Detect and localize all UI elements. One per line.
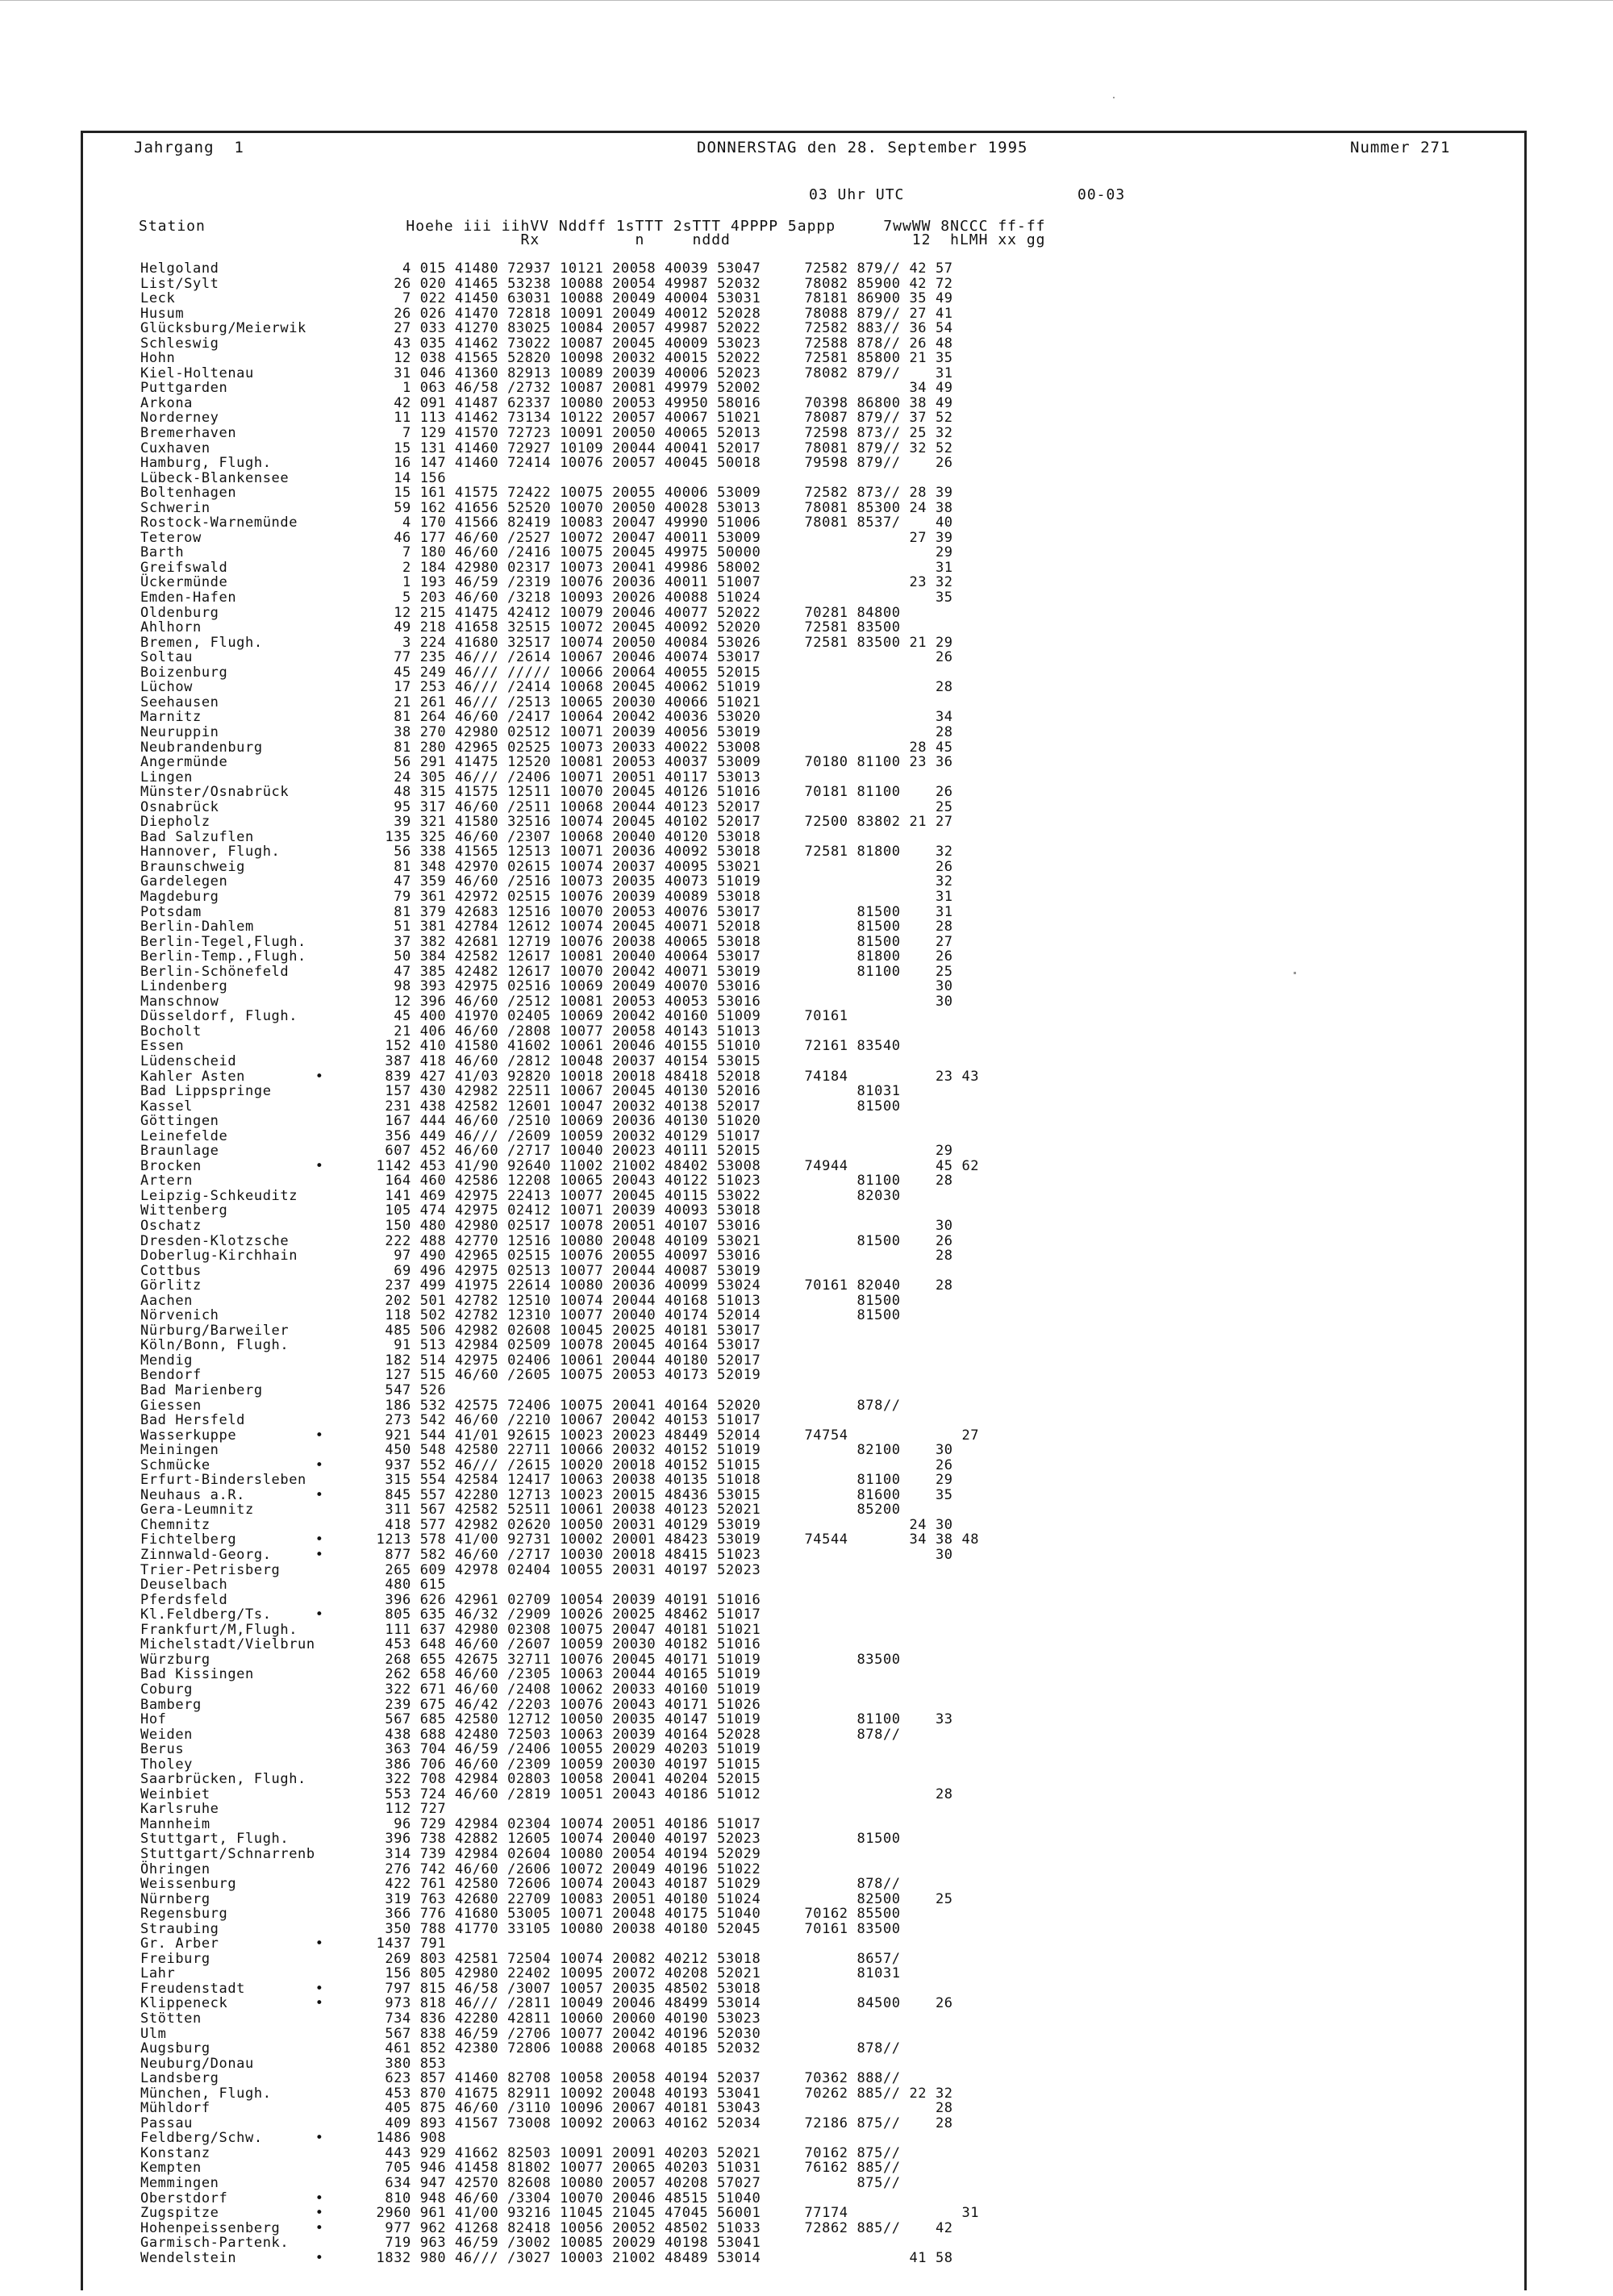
station-row: Fichtelberg • 1213 578 41/00 92731 10002 20001 48423 53019 74544 34 38 48	[140, 1531, 980, 1548]
station-row: Erfurt-Bindersleben 315 554 42584 12417 10063 20038 40135 51018 81100 29	[140, 1472, 953, 1489]
station-row: Weissenburg 422 761 42580 72606 10074 20043 40187 51029 878//	[140, 1876, 901, 1893]
station-row: Konstanz 443 929 41662 82503 10091 20091 40203 52021 70162 875//	[140, 2144, 901, 2161]
station-row: Mühldorf 405 875 46/60 /3110 10096 20067 40181 53043 28	[140, 2100, 953, 2117]
station-row: Bendorf 127 515 46/60 /2605 10075 20053 40173 52019	[140, 1367, 761, 1384]
station-row: Braunschweig 81 348 42970 02615 10074 20037 40095 53021 26	[140, 858, 953, 875]
station-row: Neuruppin 38 270 42980 02512 10071 20039 40056 53019 28	[140, 723, 953, 740]
station-row: Düsseldorf, Flugh. 45 400 41970 02405 10069 20042 40160 51009 70161	[140, 1008, 848, 1025]
station-row: Osnabrück 95 317 46/60 /2511 10068 20044 40123 52017 25	[140, 798, 953, 815]
station-row: Hannover, Flugh. 56 338 41565 12513 10071 20036 40092 53018 72581 81800 32	[140, 844, 953, 860]
station-row: Seehausen 21 261 46/// /2513 10065 20030 40066 51021	[140, 694, 761, 710]
station-row: Gera-Leumnitz 311 567 42582 52511 10061 20038 40123 52021 85200	[140, 1502, 901, 1519]
station-row: Neuhaus a.R. • 845 557 42280 12713 10023 20015 48436 53015 81600 35	[140, 1486, 953, 1503]
station-row: Lingen 24 305 46/// /2406 10071 20051 40117 53013	[140, 769, 761, 785]
station-row: Hof 567 685 42580 12712 10050 20035 40147 51019 81100 33	[140, 1711, 953, 1728]
station-row: Wendelstein • 1832 980 46/// /3027 10003 21002 48489 53014 41 58	[140, 2249, 953, 2266]
station-row: Boizenburg 45 249 46/// ///// 10066 20064 40055 52015	[140, 664, 761, 681]
station-row: Stuttgart, Flugh. 396 738 42882 12605 10074 20040 40197 52023 81500	[140, 1831, 901, 1848]
station-row: Teterow 46 177 46/60 /2527 10072 20047 40011 53009 27 39	[140, 529, 953, 546]
station-row: Lindenberg 98 393 42975 02516 10069 20049 40070 53016 30	[140, 978, 953, 995]
station-row: Cuxhaven 15 131 41460 72927 10109 20044 40041 52017 78081 879// 32 52	[140, 440, 953, 456]
station-row: Oberstdorf • 810 948 46/60 /3304 10070 20046 48515 51040	[140, 2190, 761, 2206]
station-row: Potsdam 81 379 42683 12516 10070 20053 40076 53017 81500 31	[140, 903, 953, 920]
station-row: Passau 409 893 41567 73008 10092 20063 40162 52034 72186 875// 28	[140, 2115, 953, 2131]
station-row: Ahlhorn 49 218 41658 32515 10072 20045 40092 52020 72581 83500	[140, 619, 901, 636]
station-row: Braunlage 607 452 46/60 /2717 10040 20023 40111 52015 29	[140, 1143, 953, 1160]
station-row: Pferdsfeld 396 626 42961 02709 10054 20039 40191 51016	[140, 1591, 761, 1608]
station-row: Memmingen 634 947 42570 82608 10080 20057 40208 57027 875//	[140, 2175, 901, 2191]
station-row: Leinefelde 356 449 46/// /2609 10059 20032 40129 51017	[140, 1127, 761, 1144]
station-row: Hohenpeissenberg • 977 962 41268 82418 10056 20052 48502 51033 72862 885// 42	[140, 2219, 953, 2236]
station-row: Berlin-Tegel,Flugh. 37 382 42681 12719 10076 20038 40065 53018 81500 27	[140, 933, 953, 950]
station-row: Meiningen 450 548 42580 22711 10066 20032 40152 51019 82100 30	[140, 1442, 953, 1459]
station-row: Arkona 42 091 41487 62337 10080 20053 49950 58016 70398 86800 38 49	[140, 394, 953, 411]
station-row: Schmücke • 937 552 46/// /2615 10020 20018 40152 51015 26	[140, 1456, 953, 1473]
station-row: Norderney 11 113 41462 73134 10122 20057 40067 51021 78087 879// 37 52	[140, 410, 953, 427]
station-row: Essen 152 410 41580 41602 10061 20046 40155 51010 72161 83540	[140, 1038, 901, 1055]
station-row: Nürnberg 319 763 42680 22709 10083 20051 40180 51024 82500 25	[140, 1890, 953, 1907]
station-row: Bad Marienberg 547 526	[140, 1382, 447, 1399]
column-header-row-2: Rx n nddd 12 hLMH xx gg	[139, 231, 1046, 248]
station-row: Cottbus 69 496 42975 02513 10077 20044 40087 53019	[140, 1262, 761, 1279]
observation-time: 03 Uhr UTC	[809, 186, 905, 203]
station-row: Mendig 182 514 42975 02406 10061 20044 40180 52017	[140, 1352, 761, 1369]
station-row: Bad Hersfeld 273 542 46/60 /2210 10067 20042 40153 51017	[140, 1412, 761, 1429]
station-row: Bremen, Flugh. 3 224 41680 32517 10074 20050 40084 53026 72581 83500 21 29	[140, 634, 953, 651]
station-row: München, Flugh. 453 870 41675 82911 10092 20048 40193 53041 70262 885// 22 32	[140, 2085, 953, 2102]
station-row: Zugspitze • 2960 961 41/00 93216 11045 21045 47045 56001 77174 31	[140, 2205, 980, 2222]
station-row: Leipzig-Schkeuditz 141 469 42975 22413 10077 20045 40115 53022 82030	[140, 1187, 901, 1204]
station-row: Angermünde 56 291 41475 12520 10081 20053 40037 53009 70180 81100 23 36	[140, 754, 953, 771]
station-table	[140, 261, 979, 2265]
station-row: Coburg 322 671 46/60 /2408 10062 20033 40160 51019	[140, 1681, 761, 1698]
station-row: Münster/Osnabrück 48 315 41575 12511 10070 20045 40126 51016 70181 81100 26	[140, 784, 953, 801]
station-row: Brocken • 1142 453 41/90 92640 11002 21002 48402 53008 74944 45 62	[140, 1157, 980, 1174]
station-row: Trier-Petrisberg 265 609 42978 02404 10055 20031 40197 52023	[140, 1561, 761, 1578]
station-row: List/Sylt 26 020 41465 53238 10088 20054 49987 52032 78082 85900 42 72	[140, 275, 953, 292]
station-row: Gr. Arber • 1437 791	[140, 1936, 447, 1952]
station-row: Deuselbach 480 615	[140, 1577, 447, 1594]
station-row: Stuttgart/Schnarrenb 314 739 42984 02604 10080 20054 40194 52029	[140, 1845, 761, 1862]
station-row: Ulm 567 838 46/59 /2706 10077 20042 40196 52030	[140, 2025, 761, 2042]
station-row: Puttgarden 1 063 46/58 /2732 10087 20081 49979 52002 34 49	[140, 380, 953, 397]
station-row: Helgoland 4 015 41480 72937 10121 20058 40039 53047 72582 879// 42 57	[140, 260, 953, 277]
station-row: Berus 363 704 46/59 /2406 10055 20029 40203 51019	[140, 1741, 761, 1758]
station-row: Oldenburg 12 215 41475 42412 10079 20046 40077 52022 70281 84800	[140, 604, 901, 621]
station-row: Kiel-Holtenau 31 046 41360 82913 10089 20039 40006 52023 78082 879// 31	[140, 365, 953, 381]
station-row: Wittenberg 105 474 42975 02412 10071 20039 40093 53018	[140, 1202, 761, 1219]
station-row: Bremerhaven 7 129 41570 72723 10091 20050 40065 52013 72598 873// 25 32	[140, 425, 953, 442]
station-row: Chemnitz 418 577 42982 02620 10050 20031 40129 53019 24 30	[140, 1516, 953, 1533]
station-row: Freudenstadt • 797 815 46/58 /3007 10057 20035 48502 53018	[140, 1980, 761, 1997]
report-date: DONNERSTAG den 28. September 1995	[697, 139, 1028, 156]
station-row: Emden-Hafen 5 203 46/60 /3218 10093 20026 40088 51024 35	[140, 590, 953, 606]
station-row: Weinbiet 553 724 46/60 /2819 10051 20043 40186 51012 28	[140, 1786, 953, 1802]
station-row: Gardelegen 47 359 46/60 /2516 10073 20035 40073 51019 32	[140, 873, 953, 890]
station-row: Feldberg/Schw. • 1486 908	[140, 2130, 447, 2147]
station-row: Tholey 386 706 46/60 /2309 10059 20030 40197 51015	[140, 1756, 761, 1773]
station-row: Landsberg 623 857 41460 82708 10058 20058 40194 52037 70362 888//	[140, 2070, 901, 2087]
issue-number: Nummer 271	[1350, 139, 1451, 156]
volume-label: Jahrgang 1	[134, 139, 244, 156]
station-row: Leck 7 022 41450 63031 10088 20049 40004 53031 78181 86900 35 49	[140, 290, 953, 307]
station-row: Bad Salzuflen 135 325 46/60 /2307 10068 20040 40120 53018	[140, 828, 761, 845]
station-row: Nörvenich 118 502 42782 12310 10077 20040 40174 52014 81500	[140, 1307, 901, 1324]
station-row: Manschnow 12 396 46/60 /2512 10081 20053 40053 53016 30	[140, 993, 953, 1010]
station-row: Neubrandenburg 81 280 42965 02525 10073 20033 40022 53008 28 45	[140, 739, 953, 756]
station-row: Bad Lippspringe 157 430 42982 22511 10067 20045 40130 52016 81031	[140, 1083, 901, 1100]
station-row: Doberlug-Kirchhain 97 490 42965 02515 10076 20055 40097 53016 28	[140, 1248, 953, 1265]
station-row: Magdeburg 79 361 42972 02515 10076 20039 40089 53018 31	[140, 888, 953, 905]
station-row: Hamburg, Flugh. 16 147 41460 72414 10076 20057 40045 50018 79598 879// 26	[140, 455, 953, 472]
station-row: Schleswig 43 035 41462 73022 10087 20045 40009 53023 72588 878// 26 48	[140, 335, 953, 352]
station-row: Kempten 705 946 41458 81802 10077 20065 40203 51031 76162 885//	[140, 2160, 901, 2177]
station-row: Greifswald 2 184 42980 02317 10073 20041 49986 58002 31	[140, 559, 953, 576]
station-row: Lüdenscheid 387 418 46/60 /2812 10048 20037 40154 53015	[140, 1052, 761, 1069]
page-top-rule	[0, 0, 1613, 1]
station-row: Giessen 186 532 42575 72406 10075 20041 40164 52020 878//	[140, 1397, 901, 1414]
station-row: Mannheim 96 729 42984 02304 10074 20051 40186 51017	[140, 1815, 761, 1832]
station-row: Lahr 156 805 42980 22402 10095 20072 40208 52021 81031	[140, 1965, 901, 1982]
station-row: Schwerin 59 162 41656 52520 10070 20050 40028 53013 78081 85300 24 38	[140, 499, 953, 516]
station-row: Hohn 12 038 41565 52820 10098 20032 40015 52022 72581 85800 21 35	[140, 350, 953, 367]
station-row: Marnitz 81 264 46/60 /2417 10064 20042 40036 53020 34	[140, 709, 953, 726]
station-row: Klippeneck • 973 818 46/// /2811 10049 20046 48499 53014 84500 26	[140, 1995, 953, 2012]
station-row: Soltau 77 235 46/// /2614 10067 20046 40074 53017 26	[140, 649, 953, 666]
station-row: Augsburg 461 852 42380 72806 10088 20068 40185 52032 878//	[140, 2040, 901, 2057]
station-row: Öhringen 276 742 46/60 /2606 10072 20049 40196 51022	[140, 1861, 761, 1877]
station-row: Michelstadt/Vielbrun 453 648 46/60 /2607 10059 20030 40182 51016	[140, 1636, 761, 1653]
observation-period: 00-03	[1077, 186, 1126, 203]
station-row: Bamberg 239 675 46/42 /2203 10076 20043 40171 51026	[140, 1696, 761, 1713]
station-row: Glücksburg/Meierwik 27 033 41270 83025 10084 20057 49987 52022 72582 883// 36 54	[140, 320, 953, 337]
station-row: Berlin-Schönefeld 47 385 42482 12617 10070 20042 40071 53019 81100 25	[140, 963, 953, 980]
station-row: Lübeck-Blankensee 14 156	[140, 469, 447, 486]
station-row: Barth 7 180 46/60 /2416 10075 20045 49975 50000 29	[140, 544, 953, 561]
station-row: Dresden-Klotzsche 222 488 42770 12516 10080 20048 40109 53021 81500 26	[140, 1232, 953, 1249]
station-row: Zinnwald-Georg. • 877 582 46/60 /2717 10030 20018 48415 51023 30	[140, 1547, 953, 1564]
station-row: Neuburg/Donau 380 853	[140, 2055, 447, 2072]
station-row: Oschatz 150 480 42980 02517 10078 20051 40107 53016 30	[140, 1218, 953, 1234]
station-row: Bad Kissingen 262 658 46/60 /2305 10063 20044 40165 51019	[140, 1666, 761, 1683]
station-row: Straubing 350 788 41770 33105 10080 20038 40180 52045 70161 83500	[140, 1920, 901, 1937]
station-row: Garmisch-Partenk. 719 963 46/59 /3002 10085 20029 40198 53041	[140, 2235, 761, 2252]
station-row: Berlin-Temp.,Flugh. 50 384 42582 12617 10081 20040 40064 53017 81800 26	[140, 948, 953, 965]
station-row: Aachen 202 501 42782 12510 10074 20044 40168 51013 81500	[140, 1292, 901, 1309]
station-row: Kahler Asten • 839 427 41/03 92820 10018 20018 48418 52018 74184 23 43	[140, 1068, 980, 1085]
station-row: Ückermünde 1 193 46/59 /2319 10076 20036 40011 51007 23 32	[140, 574, 953, 591]
station-row: Kl.Feldberg/Ts. • 805 635 46/32 /2909 10026 20025 48462 51017	[140, 1606, 761, 1623]
column-header-row-1: Station Hoehe iii iihVV Nddff 1sTTT 2sTTT 4PPPP 5appp 7wwWW 8NCCC ff-ff	[139, 218, 1046, 235]
station-row: Göttingen 167 444 46/60 /2510 10069 20036 40130 51020	[140, 1113, 761, 1130]
station-row: Husum 26 026 41470 72818 10091 20049 40012 52028 78088 879// 27 41	[140, 305, 953, 322]
station-row: Karlsruhe 112 727	[140, 1801, 447, 1818]
station-row: Rostock-Warnemünde 4 170 41566 82419 10083 20047 49990 51006 78081 8537/ 40	[140, 515, 953, 531]
station-row: Boltenhagen 15 161 41575 72422 10075 20055 40006 53009 72582 873// 28 39	[140, 485, 953, 502]
station-row: Frankfurt/M,Flugh. 111 637 42980 02308 10075 20047 40181 51021	[140, 1621, 761, 1638]
station-row: Regensburg 366 776 41680 53005 10071 20048 40175 51040 70162 85500	[140, 1906, 901, 1923]
station-row: Weiden 438 688 42480 72503 10063 20039 40164 52028 878//	[140, 1726, 901, 1743]
station-row: Köln/Bonn, Flugh. 91 513 42984 02509 10078 20045 40164 53017	[140, 1337, 761, 1354]
station-row: Würzburg 268 655 42675 32711 10076 20045 40171 51019 83500	[140, 1651, 901, 1668]
station-row: Diepholz 39 321 41580 32516 10074 20045 40102 52017 72500 83802 21 27	[140, 814, 953, 831]
station-row: Wasserkuppe • 921 544 41/01 92615 10023 20023 48449 52014 74754 27	[140, 1427, 980, 1444]
station-row: Stötten 734 836 42280 42811 10060 20060 40190 53023	[140, 2010, 761, 2027]
station-row: Kassel 231 438 42582 12601 10047 20032 40138 52017 81500	[140, 1098, 901, 1115]
station-row: Lüchow 17 253 46/// /2414 10068 20045 40062 51019 28	[140, 679, 953, 696]
station-row: Saarbrücken, Flugh. 322 708 42984 02803 10058 20041 40204 52015	[140, 1771, 761, 1788]
station-row: Freiburg 269 803 42581 72504 10074 20082 40212 53018 8657/	[140, 1950, 901, 1967]
station-row: Berlin-Dahlem 51 381 42784 12612 10074 20045 40071 52018 81500 28	[140, 919, 953, 935]
station-row: Nürburg/Barweiler 485 506 42982 02608 10045 20025 40181 53017	[140, 1322, 761, 1339]
station-row: Görlitz 237 499 41975 22614 10080 20036 40099 53024 70161 82040 28	[140, 1277, 953, 1294]
scan-speck	[1113, 97, 1115, 98]
station-row: Artern 164 460 42586 12208 10065 20043 40122 51023 81100 28	[140, 1173, 953, 1190]
station-row: Bocholt 21 406 46/60 /2808 10077 20058 40143 51013	[140, 1023, 761, 1040]
